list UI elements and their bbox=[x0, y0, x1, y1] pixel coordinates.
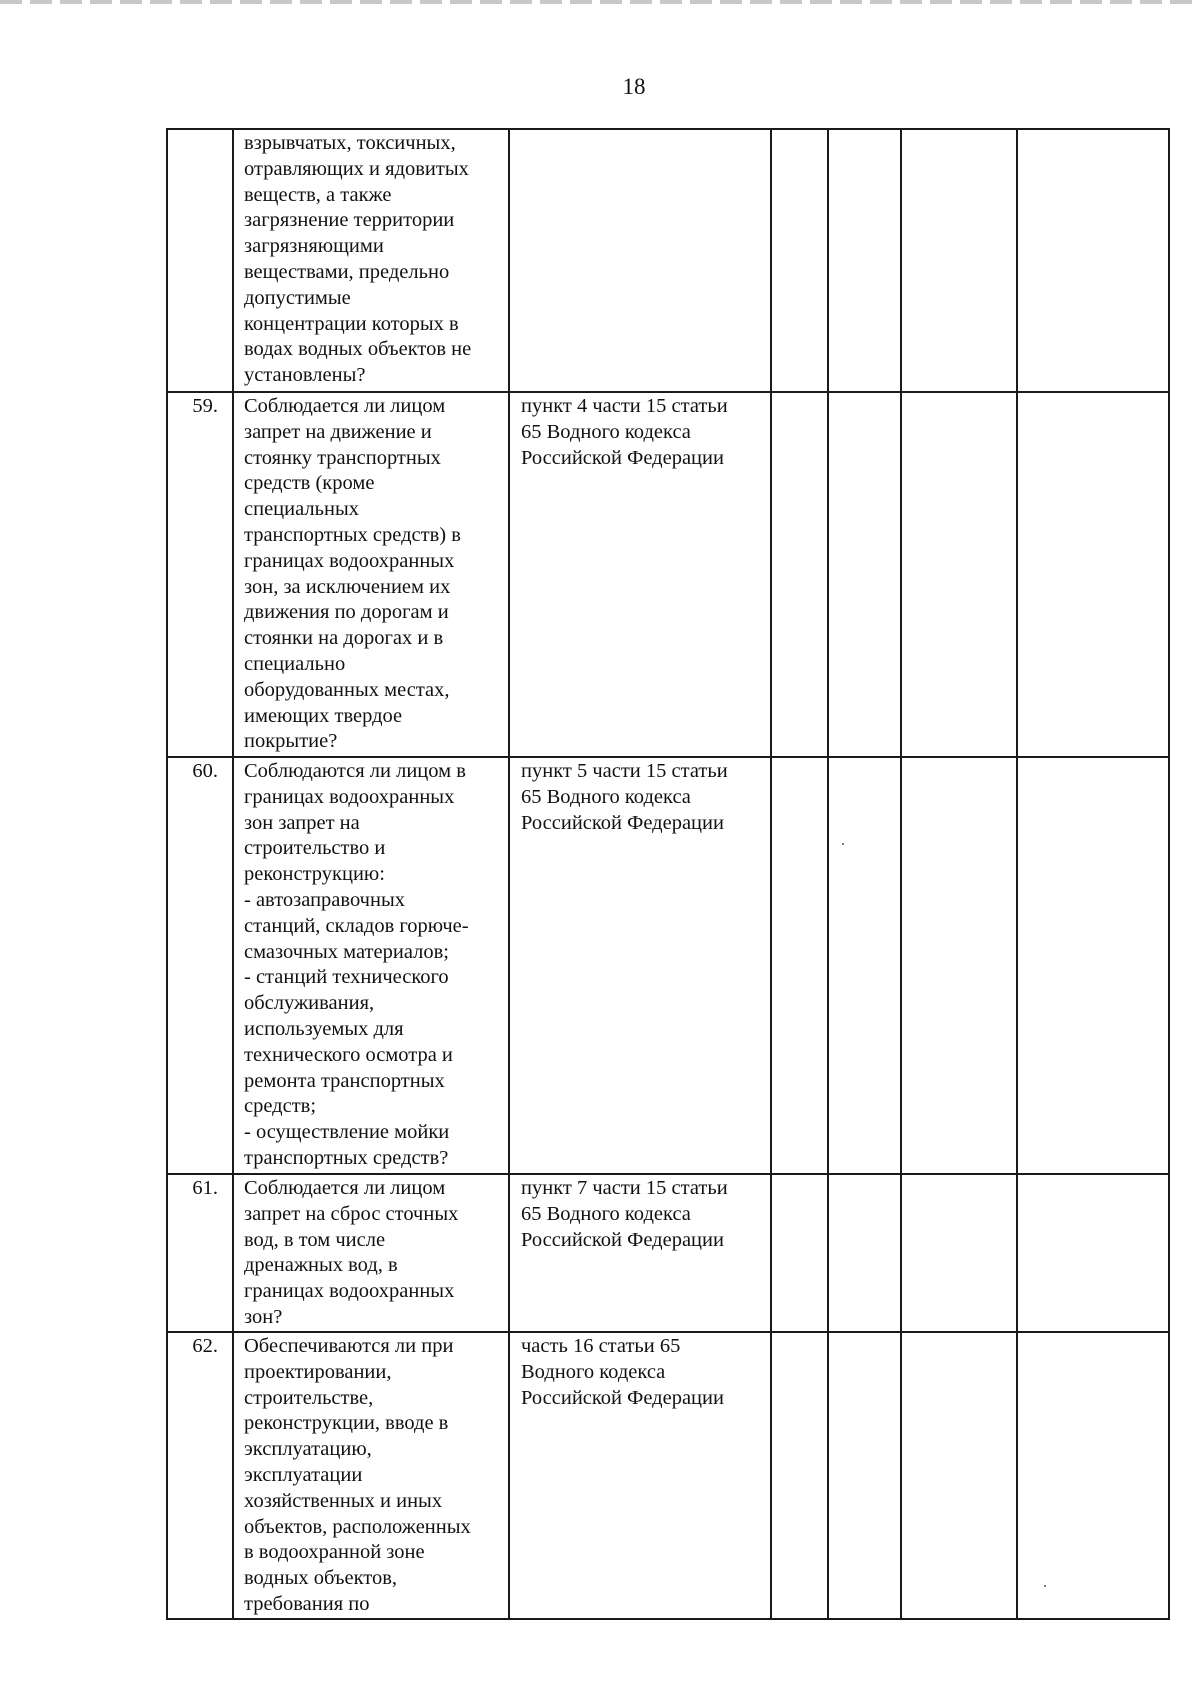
legal-reference: пункт 4 части 15 статьи 65 Водного кодекса Российской Федерации bbox=[509, 392, 771, 757]
question-text: взрывчатых, токсичных, отравляющих и ядовитых веществ, а также загрязнение территории загрязняющими веществами, предельно допустимые концентрации которых в водах водных объектов не установлены? bbox=[233, 129, 509, 392]
table-row bbox=[167, 1332, 1169, 1619]
table-row bbox=[167, 129, 1169, 392]
notes-cell bbox=[1017, 392, 1169, 757]
question-text: Соблюдается ли лицом запрет на движение и стоянку транспортных средств (кроме специальных транспортных средств) в границах водоохранных зон, за исключением их движения по дорогам и стоянки на дорогах и в специально оборудованных местах, имеющих твердое покрытие? bbox=[233, 392, 509, 757]
answer-yes-cell bbox=[771, 757, 828, 1174]
table-row bbox=[167, 392, 1169, 757]
answer-no-cell bbox=[828, 1332, 901, 1619]
answer-yes-cell bbox=[771, 392, 828, 757]
legal-reference bbox=[509, 129, 771, 392]
row-number bbox=[167, 129, 233, 392]
scan-speck bbox=[842, 843, 844, 845]
notes-cell bbox=[1017, 757, 1169, 1174]
legal-reference: пункт 7 части 15 статьи 65 Водного кодекса Российской Федерации bbox=[509, 1174, 771, 1332]
answer-yes-cell bbox=[771, 1332, 828, 1619]
question-text: Соблюдаются ли лицом в границах водоохранных зон запрет на строительство и реконструкцию: - автозаправочных станций, складов горюче- смазочных материалов; - станций технического обслуживания, используемых для технического осмотра и ремонта транспортных средств; - осуществление мойки транспортных средств? bbox=[233, 757, 509, 1174]
answer-na-cell bbox=[901, 1174, 1017, 1332]
answer-yes-cell bbox=[771, 129, 828, 392]
page-number: 18 bbox=[622, 74, 646, 99]
scan-edge-artifact bbox=[0, 0, 1200, 4]
answer-na-cell bbox=[901, 129, 1017, 392]
notes-cell bbox=[1017, 1332, 1169, 1619]
answer-na-cell bbox=[901, 757, 1017, 1174]
notes-cell bbox=[1017, 129, 1169, 392]
answer-no-cell bbox=[828, 1174, 901, 1332]
question-text: Соблюдается ли лицом запрет на сброс сточных вод, в том числе дренажных вод, в границах водоохранных зон? bbox=[233, 1174, 509, 1332]
question-text: Обеспечиваются ли при проектировании, строительстве, реконструкции, вводе в эксплуатацию, эксплуатации хозяйственных и иных объектов, расположенных в водоохранной зоне водных объектов, требования по bbox=[233, 1332, 509, 1619]
answer-no-cell bbox=[828, 392, 901, 757]
checklist-table bbox=[166, 128, 1170, 1620]
row-number: 61. bbox=[167, 1174, 233, 1332]
table-row bbox=[167, 757, 1169, 1174]
table-row bbox=[167, 1174, 1169, 1332]
legal-reference: часть 16 статьи 65 Водного кодекса Российской Федерации bbox=[509, 1332, 771, 1619]
row-number: 62. bbox=[167, 1332, 233, 1619]
row-number: 59. bbox=[167, 392, 233, 757]
notes-cell bbox=[1017, 1174, 1169, 1332]
row-number: 60. bbox=[167, 757, 233, 1174]
answer-no-cell bbox=[828, 129, 901, 392]
answer-na-cell bbox=[901, 392, 1017, 757]
scan-speck bbox=[1044, 1585, 1046, 1587]
answer-na-cell bbox=[901, 1332, 1017, 1619]
answer-yes-cell bbox=[771, 1174, 828, 1332]
answer-no-cell bbox=[828, 757, 901, 1174]
legal-reference: пункт 5 части 15 статьи 65 Водного кодекса Российской Федерации bbox=[509, 757, 771, 1174]
